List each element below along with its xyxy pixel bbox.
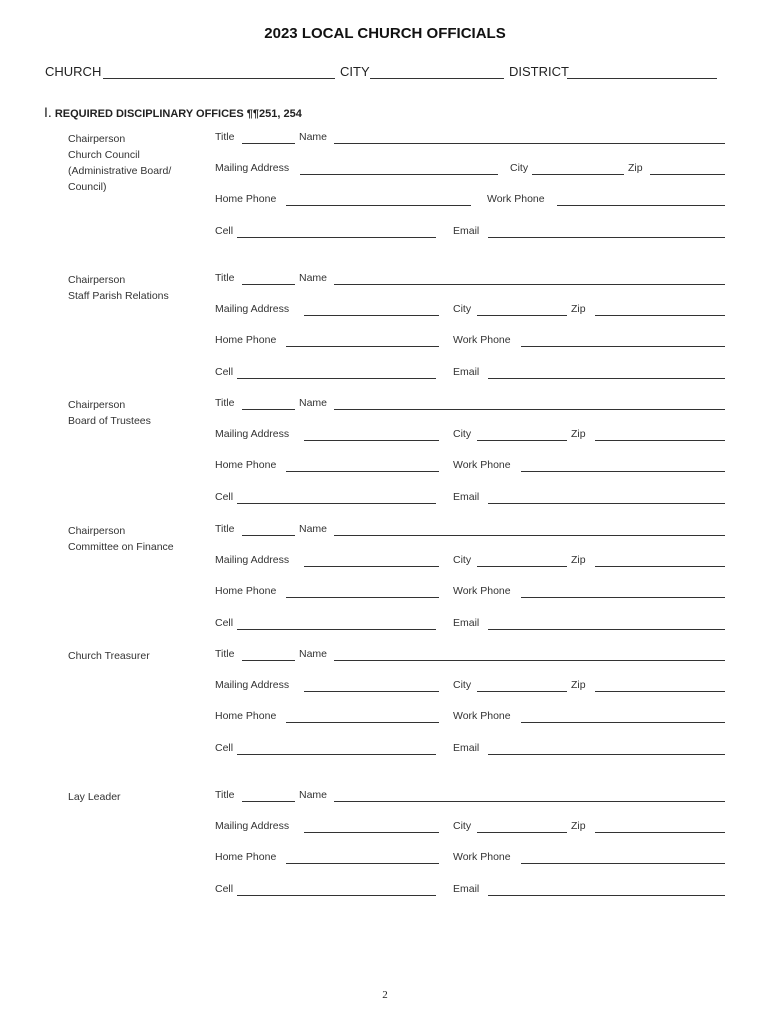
email-label: Email [453,366,480,378]
cell-label: Cell [215,225,234,237]
cell-label: Cell [215,491,234,503]
office-role-line: Chairperson [68,274,126,286]
office-role-line: Board of Trustees [68,415,151,427]
title-label: Title [215,789,235,801]
email-field[interactable] [488,754,725,755]
city-field[interactable] [532,174,624,175]
office-role-line: Chairperson [68,133,126,145]
mailing-address-label: Mailing Address [215,820,290,832]
cell-field[interactable] [237,237,436,238]
email-field[interactable] [488,629,725,630]
name-field[interactable] [334,660,725,661]
city-label: City [453,679,472,691]
mailing-address-field[interactable] [304,832,439,833]
work-phone-field[interactable] [521,863,725,864]
cell-field[interactable] [237,503,436,504]
church-label: CHURCH [45,64,102,79]
office-role-line: (Administrative Board/ [68,165,172,177]
zip-label: Zip [571,679,586,691]
home-phone-field[interactable] [286,346,439,347]
city-label: CITY [340,64,370,79]
home-phone-label: Home Phone [215,334,277,346]
work-phone-label: Work Phone [453,585,511,597]
work-phone-field[interactable] [521,346,725,347]
home-phone-field[interactable] [286,205,471,206]
office-role-line: Church Council [68,149,140,161]
city-field[interactable] [477,832,567,833]
city-field[interactable] [370,78,504,79]
name-label: Name [299,131,328,143]
home-phone-label: Home Phone [215,459,277,471]
home-phone-label: Home Phone [215,193,277,205]
city-label: City [453,303,472,315]
name-label: Name [299,789,328,801]
name-field[interactable] [334,801,725,802]
title-label: Title [215,272,235,284]
email-label: Email [453,617,480,629]
city-field[interactable] [477,315,567,316]
cell-label: Cell [215,742,234,754]
office-role-line: Chairperson [68,525,126,537]
mailing-address-label: Mailing Address [215,162,290,174]
work-phone-label: Work Phone [487,193,545,205]
office-role-line: Council) [68,181,107,193]
title-field[interactable] [242,143,295,144]
city-label: City [453,428,472,440]
mailing-address-field[interactable] [304,566,439,567]
zip-field[interactable] [595,832,725,833]
district-label: DISTRICT [509,64,569,79]
cell-label: Cell [215,883,234,895]
cell-field[interactable] [237,754,436,755]
home-phone-field[interactable] [286,722,439,723]
email-field[interactable] [488,378,725,379]
city-field[interactable] [477,440,567,441]
zip-field[interactable] [595,440,725,441]
name-field[interactable] [334,409,725,410]
district-field[interactable] [567,78,717,79]
home-phone-field[interactable] [286,471,439,472]
mailing-address-label: Mailing Address [215,428,290,440]
section-title: REQUIRED DISCIPLINARY OFFICES ¶¶251, 254 [54,108,302,120]
work-phone-label: Work Phone [453,334,511,346]
title-label: Title [215,523,235,535]
cell-label: Cell [215,366,234,378]
email-field[interactable] [488,503,725,504]
section-number: I. [44,104,52,120]
work-phone-label: Work Phone [453,459,511,471]
zip-field[interactable] [595,566,725,567]
name-label: Name [299,272,328,284]
email-label: Email [453,742,480,754]
name-field[interactable] [334,143,725,144]
name-label: Name [299,523,328,535]
name-field[interactable] [334,284,725,285]
cell-field[interactable] [237,629,436,630]
page-number: 2 [382,989,388,1001]
work-phone-field[interactable] [521,722,725,723]
email-field[interactable] [488,895,725,896]
city-label: City [453,554,472,566]
office-role-line: Chairperson [68,399,126,411]
email-label: Email [453,225,480,237]
work-phone-label: Work Phone [453,710,511,722]
cell-label: Cell [215,617,234,629]
office-role-line: Church Treasurer [68,650,150,662]
zip-label: Zip [571,820,586,832]
zip-label: Zip [571,428,586,440]
title-field[interactable] [242,535,295,536]
home-phone-field[interactable] [286,863,439,864]
office-role-line: Lay Leader [68,791,121,803]
work-phone-label: Work Phone [453,851,511,863]
mailing-address-field[interactable] [304,691,439,692]
email-label: Email [453,883,480,895]
mailing-address-label: Mailing Address [215,303,290,315]
title-label: Title [215,131,235,143]
page-title: 2023 LOCAL CHURCH OFFICIALS [264,25,506,42]
office-role-line: Staff Parish Relations [68,290,169,302]
church-field[interactable] [103,78,335,79]
title-field[interactable] [242,284,295,285]
title-field[interactable] [242,660,295,661]
home-phone-label: Home Phone [215,851,277,863]
work-phone-field[interactable] [557,205,725,206]
zip-field[interactable] [595,315,725,316]
mailing-address-label: Mailing Address [215,554,290,566]
cell-field[interactable] [237,378,436,379]
name-label: Name [299,397,328,409]
home-phone-field[interactable] [286,597,439,598]
name-field[interactable] [334,535,725,536]
home-phone-label: Home Phone [215,585,277,597]
zip-label: Zip [571,554,586,566]
mailing-address-field[interactable] [300,174,498,175]
work-phone-field[interactable] [521,471,725,472]
zip-field[interactable] [595,691,725,692]
work-phone-field[interactable] [521,597,725,598]
city-field[interactable] [477,691,567,692]
title-field[interactable] [242,409,295,410]
office-role-line: Committee on Finance [68,541,174,553]
cell-field[interactable] [237,895,436,896]
city-label: City [510,162,529,174]
title-field[interactable] [242,801,295,802]
home-phone-label: Home Phone [215,710,277,722]
title-label: Title [215,397,235,409]
mailing-address-field[interactable] [304,440,439,441]
zip-label: Zip [571,303,586,315]
zip-label: Zip [628,162,643,174]
name-label: Name [299,648,328,660]
email-label: Email [453,491,480,503]
title-label: Title [215,648,235,660]
city-field[interactable] [477,566,567,567]
mailing-address-field[interactable] [304,315,439,316]
city-label: City [453,820,472,832]
section-heading [44,104,302,120]
email-field[interactable] [488,237,725,238]
mailing-address-label: Mailing Address [215,679,290,691]
zip-field[interactable] [650,174,725,175]
